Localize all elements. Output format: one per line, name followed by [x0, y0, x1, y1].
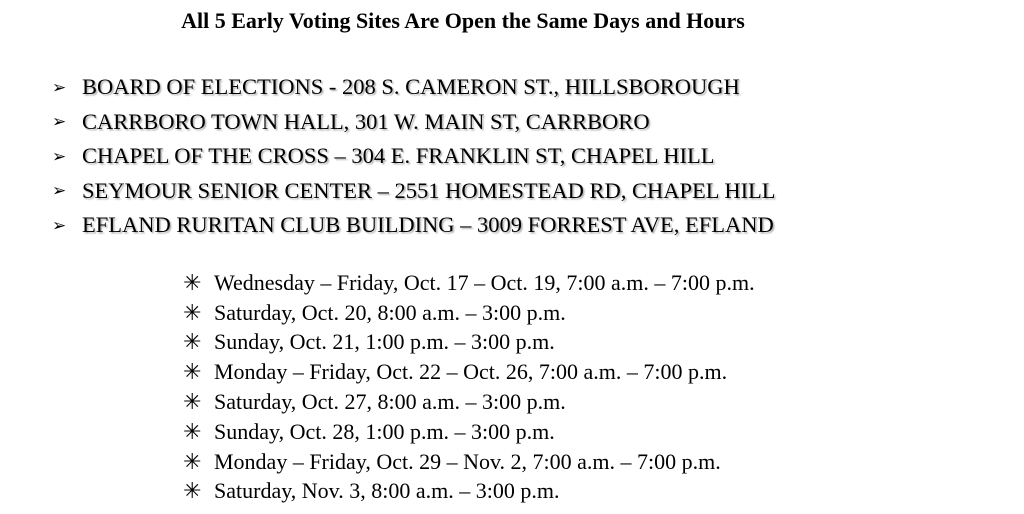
list-item-hours	[183, 328, 755, 358]
voting-hours-list	[183, 268, 755, 506]
list-item-site	[52, 105, 776, 140]
list-item-hours	[183, 357, 755, 387]
list-item-hours	[183, 477, 755, 507]
hours-text: Monday – Friday, Oct. 29 – Nov. 2, 7:00 a.m. – 7:00 p.m.	[214, 448, 721, 474]
list-item-site	[52, 70, 776, 105]
asterisk-bullet-icon: ✳	[183, 448, 202, 474]
arrowhead-bullet-icon: ➢	[52, 215, 67, 235]
page-title: All 5 Early Voting Sites Are Open the Same Days and Hours	[181, 8, 745, 33]
site-address: EFLAND RURITAN CLUB BUILDING – 3009 FORREST AVE, EFLAND	[82, 212, 774, 238]
site-address: SEYMOUR SENIOR CENTER – 2551 HOMESTEAD RD, CHAPEL HILL	[82, 177, 776, 203]
hours-text: Saturday, Oct. 20, 8:00 a.m. – 3:00 p.m.	[214, 299, 566, 325]
asterisk-bullet-icon: ✳	[183, 329, 202, 355]
list-item-hours	[183, 447, 755, 477]
list-item-hours	[183, 387, 755, 417]
asterisk-bullet-icon: ✳	[183, 418, 202, 444]
site-address: BOARD OF ELECTIONS - 208 S. CAMERON ST., HILLSBOROUGH	[82, 74, 740, 100]
list-item-hours	[183, 417, 755, 447]
arrowhead-bullet-icon: ➢	[52, 77, 67, 97]
arrowhead-bullet-icon: ➢	[52, 112, 67, 132]
asterisk-bullet-icon: ✳	[183, 359, 202, 385]
hours-text: Monday – Friday, Oct. 22 – Oct. 26, 7:00 a.m. – 7:00 p.m.	[214, 359, 728, 385]
hours-text: Sunday, Oct. 21, 1:00 p.m. – 3:00 p.m.	[214, 329, 555, 355]
asterisk-bullet-icon: ✳	[183, 269, 202, 295]
list-item-site	[52, 174, 776, 209]
hours-text: Saturday, Oct. 27, 8:00 a.m. – 3:00 p.m.	[214, 389, 566, 415]
asterisk-bullet-icon: ✳	[183, 299, 202, 325]
hours-text: Sunday, Oct. 28, 1:00 p.m. – 3:00 p.m.	[214, 418, 555, 444]
arrowhead-bullet-icon: ➢	[52, 146, 67, 166]
asterisk-bullet-icon: ✳	[183, 389, 202, 415]
hours-text: Saturday, Nov. 3, 8:00 a.m. – 3:00 p.m.	[214, 478, 560, 504]
list-item-hours	[183, 298, 755, 328]
asterisk-bullet-icon: ✳	[183, 478, 202, 504]
early-voting-sites-list	[52, 70, 776, 243]
list-item-site	[52, 139, 776, 174]
list-item-site	[52, 208, 776, 243]
site-address: CARRBORO TOWN HALL, 301 W. MAIN ST, CARRBORO	[82, 108, 650, 134]
site-address: CHAPEL OF THE CROSS – 304 E. FRANKLIN ST, CHAPEL HILL	[82, 143, 715, 169]
list-item-hours	[183, 268, 755, 298]
arrowhead-bullet-icon: ➢	[52, 181, 67, 201]
hours-text: Wednesday – Friday, Oct. 17 – Oct. 19, 7:00 a.m. – 7:00 p.m.	[214, 269, 755, 295]
